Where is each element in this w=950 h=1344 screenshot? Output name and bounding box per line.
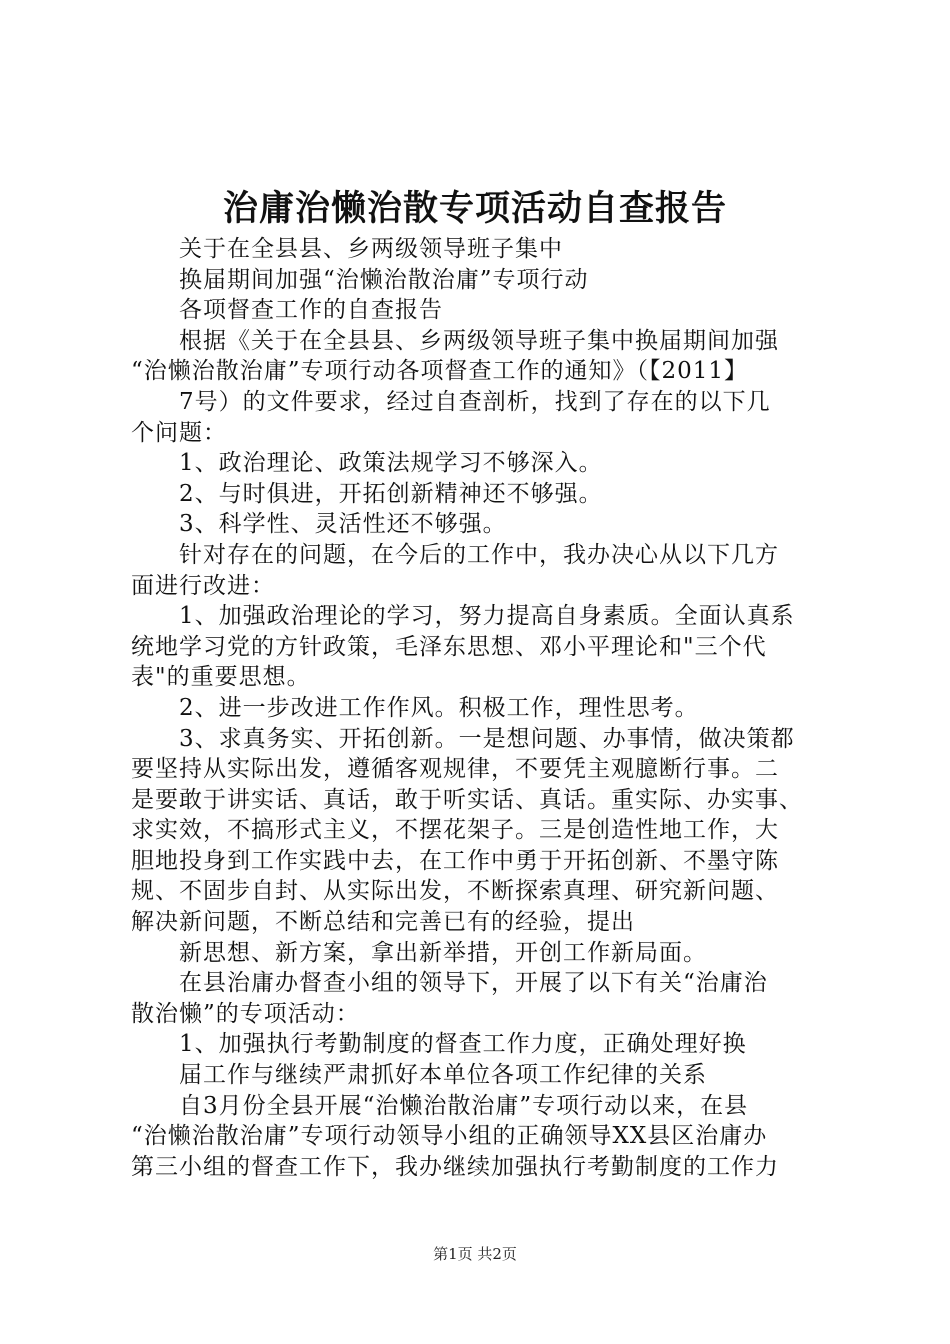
body-line: 第三小组的督查工作下，我办继续加强执行考勤制度的工作力 — [131, 1153, 779, 1180]
body-line: 新思想、新方案，拿出新举措，开创工作新局面。 — [179, 939, 707, 966]
body-line: 3、科学性、灵活性还不够强。 — [179, 511, 507, 538]
body-line: 关于在全县县、乡两级领导班子集中 — [179, 236, 563, 262]
body-line: 表"的重要思想。 — [131, 664, 311, 691]
body-line: 1、加强执行考勤制度的督查工作力度，正确处理好换 — [179, 1031, 747, 1058]
body-line: “治懒治散治庸”专项行动各项督查工作的通知》（【2011】 — [131, 358, 749, 385]
body-line: 规、不固步自封、从实际出发，不断探索真理、研究新问题、 — [131, 878, 779, 905]
body-line: 2、进一步改进工作作风。积极工作，理性思考。 — [179, 694, 699, 721]
body-line: 1、加强政治理论的学习，努力提高自身素质。全面认真系 — [179, 603, 795, 630]
body-line: 个问题： — [131, 419, 227, 446]
body-line: 自3月份全县开展“治懒治散治庸”专项行动以来，在县 — [179, 1092, 749, 1119]
body-line: 7号）的文件要求，经过自查剖析，找到了存在的以下几 — [179, 388, 771, 415]
body-line: 各项督查工作的自查报告 — [179, 297, 443, 324]
document-title: 治庸治懒治散专项活动自查报告 — [222, 188, 727, 229]
body-line: 1、政治理论、政策法规学习不够深入。 — [179, 450, 603, 477]
body-line: 解决新问题，不断总结和完善已有的经验，提出 — [131, 909, 635, 936]
body-line: 是要敢于讲实话、真话，敢于听实话、真话。重实际、办实事、 — [131, 786, 803, 813]
body-line: 3、求真务实、开拓创新。一是想问题、办事情，做决策都 — [179, 725, 795, 752]
body-line: 散治懒”的专项活动： — [131, 1000, 360, 1027]
body-line: 根据《关于在全县县、乡两级领导班子集中换届期间加强 — [179, 327, 779, 354]
body-line: 胆地投身到工作实践中去，在工作中勇于开拓创新、不墨守陈 — [131, 847, 779, 874]
body-line: “治懒治散治庸”专项行动领导小组的正确领导XX县区治庸办 — [131, 1123, 768, 1150]
body-line: 统地学习党的方针政策，毛泽东思想、邓小平理论和"三个代 — [131, 633, 767, 660]
body-line: 要坚持从实际出发，遵循客观规律，不要凭主观臆断行事。二 — [131, 756, 779, 783]
page-footer: 第1页 共2页 — [433, 1245, 517, 1263]
body-line: 届工作与继续严肃抓好本单位各项工作纪律的关系 — [179, 1062, 707, 1089]
document-body — [131, 234, 831, 1182]
body-line: 2、与时俱进，开拓创新精神还不够强。 — [179, 480, 603, 507]
body-line: 求实效，不搞形式主义，不摆花架子。三是创造性地工作，大 — [131, 817, 779, 844]
body-line: 面进行改进： — [131, 572, 275, 599]
body-line: 换届期间加强“治懒治散治庸”专项行动 — [179, 266, 589, 293]
body-line: 针对存在的问题，在今后的工作中，我办决心从以下几方 — [179, 541, 779, 568]
body-line: 在县治庸办督查小组的领导下，开展了以下有关“治庸治 — [179, 970, 768, 997]
